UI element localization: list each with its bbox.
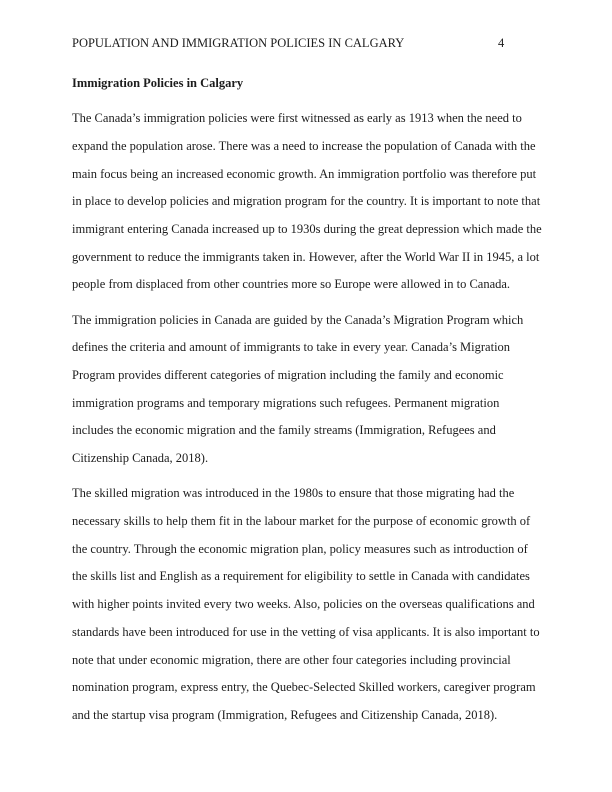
paragraph-2: The immigration policies in Canada are guided by the Canada’s Migration Program which defines the criteria and amount of immigrants to take in every year. Canada’s Migration Program provides different categories of migration including the family and economic immigration programs and temporary migrations such refugees. Permanent migration includes the economic migration and the family streams (Immigration, Refugees and Citizenship Canada, 2018). bbox=[72, 312, 524, 466]
page-number: 4 bbox=[498, 36, 505, 50]
running-head-title: POPULATION AND IMMIGRATION POLICIES IN CALGARY bbox=[72, 36, 405, 50]
running-header bbox=[72, 36, 540, 50]
section-heading: Immigration Policies in Calgary bbox=[72, 76, 244, 90]
document-body bbox=[72, 70, 542, 737]
paragraph-3: The skilled migration was introduced in the 1980s to ensure that those migrating had the necessary skills to help them fit in the labour market for the purpose of economic growth of the country. Through the economic migration plan, policy measures such as introduction of the skills list and English as a requirement for eligibility to settle in Canada with candidates with higher points invited every two weeks. Also, policies on the overseas qualifications and standards have been introduced for use in the vetting of visa applicants. It is also important to note that under economic migration, there are other four categories including provincial nomination program, express entry, the Quebec-Selected Skilled workers, caregiver program and the startup visa program (Immigration, Refugees and Citizenship Canada, 2018). bbox=[72, 486, 540, 722]
paragraph-1: The Canada’s immigration policies were first witnessed as early as 1913 when the need to expand the population arose. There was a need to increase the population of Canada with the main focus being an increased economic growth. An immigration portfolio was therefore put in place to develop policies and migration program for the country. It is important to note that immigrant entering Canada increased up to 1930s during the great depression which made the government to reduce the immigrants taken in. However, after the World War II in 1945, a lot people from displaced from other countries more so Europe were allowed in to Canada. bbox=[72, 111, 542, 292]
